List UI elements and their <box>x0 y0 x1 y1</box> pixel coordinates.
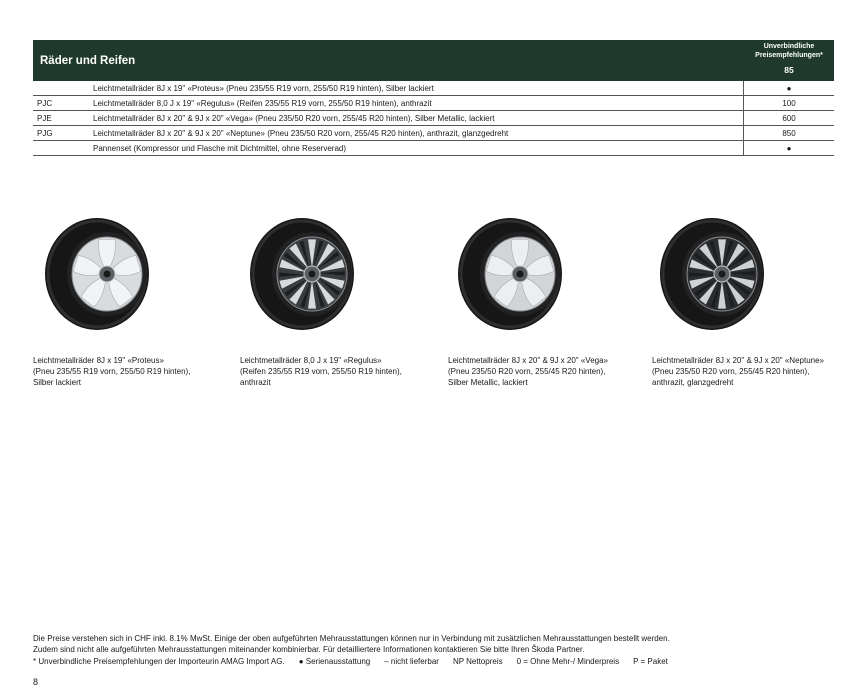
option-code: PJE <box>37 113 52 123</box>
page-number: 8 <box>33 677 39 687</box>
wheel-caption-line: anthrazit, glanzgedreht <box>652 378 734 387</box>
legend-item: ● Serienausstattung <box>298 657 371 666</box>
wheel-image <box>660 215 772 333</box>
wheel-caption <box>652 355 852 388</box>
wheel-caption-line: (Pneu 235/50 R20 vorn, 255/45 R20 hinten), <box>652 367 810 376</box>
footer-line-1: Die Preise verstehen sich in CHF inkl. 8.1% MwSt. Einige der oben aufgeführten Mehrausstattungen können nur in Verbindung mit zusätzlichen Mehrausstattungen bestellt werden. <box>33 634 670 643</box>
wheel-caption-line: (Pneu 235/55 R19 vorn, 255/50 R19 hinten), <box>33 367 191 376</box>
wheel-caption <box>33 355 233 388</box>
footer-line-2: Zudem sind nicht alle aufgeführten Mehrausstattungen miteinander kombinierbar. Für detailliertere Informationen kontaktieren Sie bitte Ihren Škoda Partner. <box>33 645 585 654</box>
wheel-caption-line: Leichtmetallräder 8J x 20" & 9J x 20" «Neptune» <box>652 356 824 365</box>
option-description: Leichtmetallräder 8J x 20" & 9J x 20" «Neptune» (Pneu 235/50 R20 vorn, 255/45 R20 hinten), anthrazit, glanzgedreht <box>93 128 509 138</box>
option-description: Leichtmetallräder 8J x 20" & 9J x 20" «Vega» (Pneu 235/50 R20 vorn, 255/45 R20 hinten), Silber Metallic, lackiert <box>93 113 495 123</box>
footer-notes <box>33 633 843 667</box>
option-price: ● <box>743 141 834 155</box>
table-title: Räder und Reifen <box>40 54 136 67</box>
table-header <box>33 40 834 81</box>
price-column-header <box>744 40 834 81</box>
option-price: 100 <box>743 96 834 110</box>
wheel-caption-line: Leichtmetallräder 8J x 20" & 9J x 20" «Vega» <box>448 356 608 365</box>
wheel-caption-line: Silber Metallic, lackiert <box>448 378 528 387</box>
option-description: Pannenset (Kompressor und Flasche mit Dichtmittel, ohne Reserverad) <box>93 143 346 153</box>
table-row <box>33 81 834 96</box>
legend <box>33 656 843 667</box>
wheel-illustration <box>458 215 570 333</box>
option-description: Leichtmetallräder 8,0 J x 19" «Regulus» (Reifen 235/55 R19 vorn, 255/50 R19 hinten), anthrazit <box>93 98 432 108</box>
wheel-caption-line: Leichtmetallräder 8J x 19" «Proteus» <box>33 356 164 365</box>
legend-item: – nicht lieferbar <box>384 657 439 666</box>
wheel-image <box>458 215 570 333</box>
wheel-caption-line: anthrazit <box>240 378 271 387</box>
wheel-caption-line: (Reifen 235/55 R19 vorn, 255/50 R19 hinten), <box>240 367 402 376</box>
option-price: 600 <box>743 111 834 125</box>
wheel-caption <box>240 355 440 388</box>
wheel-gallery <box>0 215 867 345</box>
table-row <box>33 141 834 156</box>
option-code: PJG <box>37 128 53 138</box>
option-description: Leichtmetallräder 8J x 19" «Proteus» (Pneu 235/55 R19 vorn, 255/50 R19 hinten), Silber lackiert <box>93 83 434 93</box>
legend-item: P = Paket <box>633 657 668 666</box>
option-price: 850 <box>743 126 834 140</box>
option-code: PJC <box>37 98 53 108</box>
table-row <box>33 126 834 141</box>
legend-item: 0 = Ohne Mehr-/ Minderpreis <box>516 657 620 666</box>
option-price: ● <box>743 81 834 95</box>
wheel-caption-line: (Pneu 235/50 R20 vorn, 255/45 R20 hinten), <box>448 367 606 376</box>
wheel-image <box>250 215 362 333</box>
table-row <box>33 111 834 126</box>
options-table <box>33 40 834 156</box>
legend-item: * Unverbindliche Preisempfehlungen der Importeurin AMAG Import AG. <box>33 657 285 666</box>
wheel-illustration <box>250 215 362 333</box>
wheel-illustration <box>660 215 772 333</box>
wheel-image <box>45 215 157 333</box>
wheel-caption <box>448 355 648 388</box>
wheel-illustration <box>45 215 157 333</box>
legend-item: NP Nettopreis <box>452 657 503 666</box>
wheel-caption-line: Leichtmetallräder 8,0 J x 19" «Regulus» <box>240 356 382 365</box>
price-header-label: Unverbindliche Preisempfehlungen* <box>755 43 823 59</box>
wheel-caption-line: Silber lackiert <box>33 378 82 387</box>
table-body <box>33 81 834 156</box>
table-row <box>33 96 834 111</box>
price-column-number: 85 <box>784 65 794 75</box>
